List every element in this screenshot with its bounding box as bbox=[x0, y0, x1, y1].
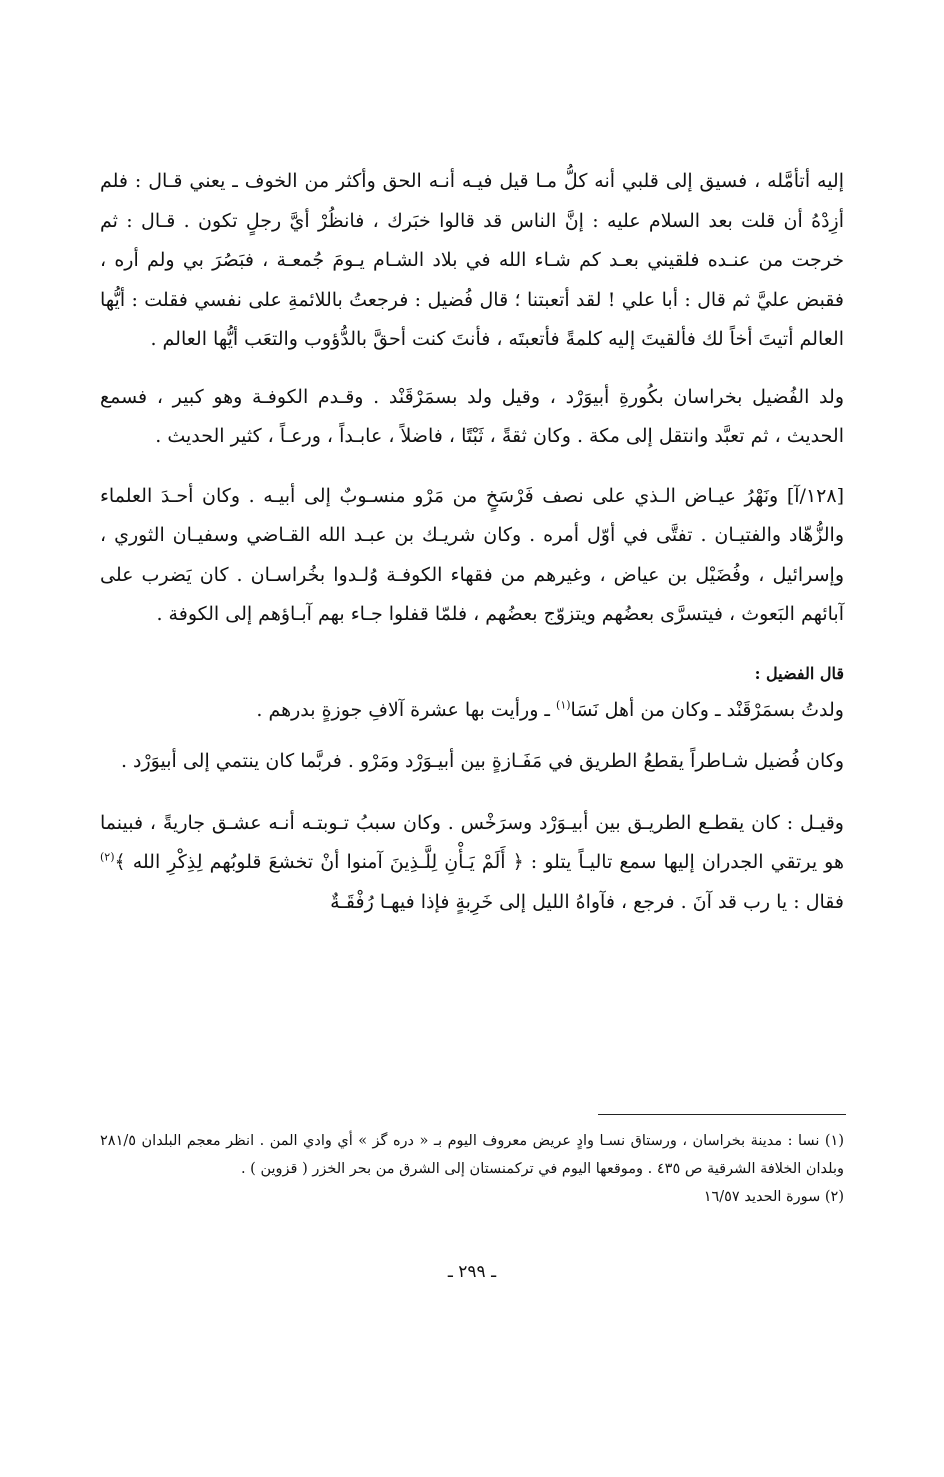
body-paragraph: وكان فُضيل شـاطراً يقطعُ الطريق في مَفَـازةٍ بين أبيـوَرْد ومَرْو . فربَّما كان ينتمي إلى أبيوَرْد . bbox=[120, 750, 844, 772]
body-paragraph bbox=[100, 804, 844, 923]
quote-heading: قال الفضيل : bbox=[754, 663, 844, 683]
footnote-1: (١) نسا : مدينة بخراسان ، ورستاق نسـا وادٍ عريض معروف اليوم بـ « دره گز » أي وادي المن . انظر معجم البلدان ٢٨١/٥ وبلدان الخلافة الشرقية ص ٤٣٥ . وموقعها اليوم في تركمنستان إلى الشرق من بحر الخزر ( قزوين ) . bbox=[100, 1133, 844, 1177]
footnote-2: (٢) سورة الحديد ١٦/٥٧ bbox=[703, 1189, 844, 1205]
quote-paragraph bbox=[100, 691, 844, 731]
footnote-marker: (٢) bbox=[100, 850, 115, 864]
body-paragraph: ولد الفُضيل بخراسان بكُورةِ أبيوَرْد ، وقيل ولد بسمَرْقَنْد . وقـدم الكوفـة وهو كبير ، فسمع الحديث ، ثم تعبَّد وانتقل إلى مكة . وكان ثقةً ، ثَبْتًا ، فاضلاً ، عابـداً ، ورعـاً ، كثير الحديث . bbox=[100, 385, 844, 447]
footnote-divider bbox=[598, 1114, 846, 1115]
footnote-marker: (١) bbox=[556, 698, 571, 712]
paragraph-text: فقال : يا رب قد آنَ . فرجع ، فآواهُ الليل إلى خَرِبةٍ فإذا فيهـا رُفْقَـةٌ bbox=[330, 890, 844, 913]
quote-text: ـ ورأيت بها عشرة آلافِ جوزةٍ بدرهم . bbox=[256, 698, 557, 721]
paragraph-text: وقيـل : كان يقطـع الطريـق بين أبيـوَرْد وسرَخْس . وكان سببُ تـوبتـه أنـه عشـق جاريةً ، فبينما هو يرتقي الجدران إليها سمع تاليـاً يتلو : ﴿ أَلَمْ يَـأْنِ لِلَّـذِينَ آمنوا أنْ تخشعَ قلوبُهم لِذِكْرِ الله ﴾ bbox=[100, 811, 844, 873]
footnotes bbox=[100, 1127, 844, 1211]
body-paragraph: إليه أتأمَّله ، فسيق إلى قلبي أنه كلُّ مـا قيل فيـه أنـه الحق وأكثر من الخوف ـ يعني قـال : فلم أزِدْهُ أن قلت بعد السلام عليه : إنَّ الناس قد قالوا خبَرك ، فانظُرْ أيَّ رجلٍ تكون . قـال : ثم خرجت من عنـده فلقيني بعـد كم شـاء الله في بلاد الشـام يـومَ جُمعـة ، فبَصُرَ بي ولم أره ، فقبض عليَّ ثم قال : أبا علي ! لقد أتعبتنا ؛ قال فُضيل : فرجعتُ باللائمةِ على نفسي فقلت : أيُّها العالم أتيتَ أخاً لك فألقيتَ إليه كلمةً فأتعبتَه ، فأنتَ كنت أحقَّ بالدُّؤوب والتعَب أيُّها العالم . bbox=[100, 170, 844, 350]
quote-text: ولدتُ بسمَرْقَنْد ـ وكان من أهل نَسَا bbox=[570, 698, 844, 721]
page-number: ـ ٢٩٩ ـ bbox=[447, 1262, 497, 1282]
body-paragraph: [١٢٨/آ] ونَهْرُ عيـاض الـذي على نصف فَرْسَخٍ من مَرْو منسـوبٌ إلى أبيـه . وكان أحـدَ العلماء والزُّهّاد والفتيـان . تفتَّى في أوّل أمره . وكان شريـك بن عبـد الله القـاضي وسفيـان الثوري ، وإسرائيل ، وفُضَيْل بن عياض ، وغيرهم من فقهاء الكوفـة وُلـدوا بخُراسـان . كان يَضرب على آبائهم البَعوث ، فيتسرَّى بعضُهم ويتزوّج بعضُهم ، فلمّا قفلوا جـاء بهم آبـاؤهم إلى الكوفة . bbox=[100, 484, 844, 625]
